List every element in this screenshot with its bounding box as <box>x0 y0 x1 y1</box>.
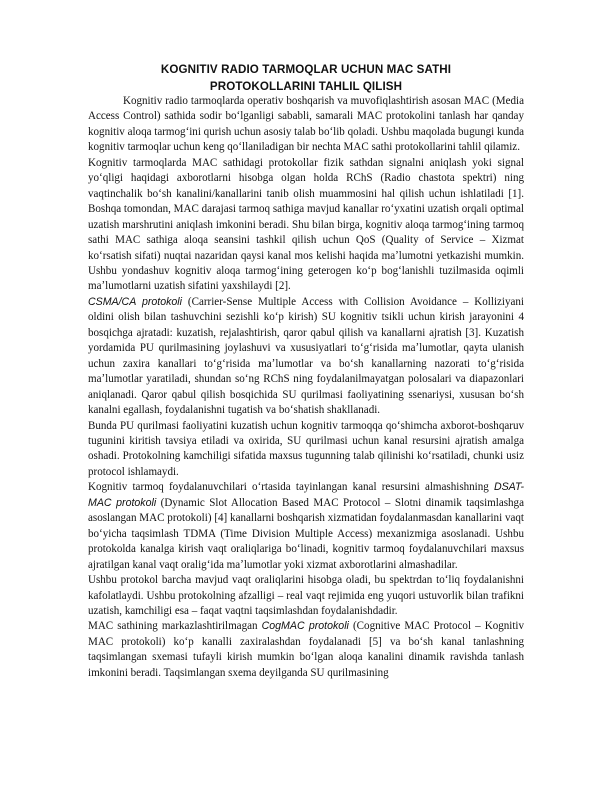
keyword-cogmac: CogMAC protokoli <box>261 620 349 633</box>
title-line-2: PROTOKOLLARINI TAHLIL QILISH <box>209 80 403 93</box>
paragraph-dsat-mac-lead: Kognitiv tarmoq foydalanuvchilari oʻrtasida tayinlangan kanal resursini almashishning <box>88 481 494 494</box>
paragraph-csma-ca <box>88 295 524 419</box>
paragraph-cogmac <box>88 619 524 681</box>
paragraph-pu-monitoring: Bunda PU qurilmasi faoliyatini kuzatish uchun kognitiv tarmoqqa qoʻshimcha axborot-boshqaruv tugunini kiritish tavsiya etiladi va oxirida, SU qurilmasi uchun kanal resursini ajratish amalga oshadi. Protokolning kamchiligi sifatida maxsus tugunning talab qilinishi koʻrsatiladi, chunki usiz protocol ishlamaydi. <box>88 419 524 478</box>
keyword-csma-ca: CSMA/CA protokoli <box>88 295 183 308</box>
title-line-1: KOGNITIV RADIO TARMOQLAR UCHUN MAC SATHI <box>160 63 452 76</box>
paragraph-cogmac-lead: MAC sathining markazlashtirilmagan <box>88 620 262 633</box>
paragraph-dsat-evaluation: Ushbu protokol barcha mavjud vaqt oraliqlarini hisobga oladi, bu spektrdan toʻliq foydalanishni kafolatlaydi. Ushbu protokolning afzalligi – real vaqt rejimida eng yuqori ustuvorlik bilan trafikni uzatish, kamchiligi esa – faqat vaqtni taqsimlashdan foydalanishdadir. <box>88 574 524 617</box>
paragraph-intro: Kognitiv radio tarmoqlarda operativ boshqarish va muvofiqlashtirish asosan MAC (Media Access Control) sathida sodir boʻlganligi sababli, samarali MAC protokolini tanlash har qanday kognitiv aloqa tarmogʻini qurish uchun asosiy talab boʻlib qoladi. Ushbu maqolada bugungi kunda kognitiv tarmoqlar uchun keng qoʻllaniladigan bir nechta MAC sathi protokollarini tahlil qilamiz. <box>88 95 524 154</box>
paragraph-cogmac-text: (Cognitive MAC Protocol – Kognitiv MAC protokoli) koʻp kanalli zaxiralashdan foydalanadi [5] va boʻsh kanal tanlashning taqsimlangan sxemasi tufayli kirish mumkin boʻlgan aloqa kanalini dinamik ravishda tanlash imkonini beradi. Taqsimlangan sxema deyilganda SU qurilmasining <box>88 620 524 679</box>
paragraph-dsat-mac <box>88 480 524 573</box>
paragraph-mac-layer: Kognitiv tarmoqlarda MAC sathidagi protokollar fizik sathdan signalni aniqlash yoki signal yoʻqligi haqidagi axborotlarni hisobga olgan holda RChS (Radio chastota spektri) ning vaqtinchalik boʻsh kanalini/kanallarini tanib olish muammosini hal qilish uchun ishlatiladi [1]. Boshqa tomondan, MAC darajasi tarmoq sathiga mavjud kanallar roʻyxatini uzatish orqali optimal uzatish marshrutini aniqlash imkonini beradi. Shu bilan birga, kognitiv aloqa tarmogʻining tarmoq sathi MAC sathiga aloqa seansini tashkil qilish uchun QoS (Quality of Service – Xizmat koʻrsatish sifati) nuqtai nazaridan qaysi kanal mos kelishi haqida maʼlumotni yetkazishi mumkin. Ushbu yondashuv kognitiv aloqa tarmogʻining geterogen koʻp bogʻlanishli tuzilmasida oqimli maʼlumotlarni uzatish sifatini yaxshilaydi [2]. <box>88 156 524 293</box>
paragraph-csma-ca-text: (Carrier-Sense Multiple Access with Collision Avoidance – Kolliziyani oldini olish bilan tashuvchini sezishli koʻp kirish) SU kognitiv tsikli uchun kirish jarayonini 4 bosqichga ajratadi: kuzatish, rejalashtirish, qaror qabul qilish va kanallarni ajratish [3]. Kuzatish yordamida PU qurilmasining joylashuvi va xususiyatlari toʻgʻrisida maʼlumotlar, qayta ulanish uchun zaxira kanallari toʻgʻrisida maʼlumotlar va boʻsh kanallarning nazorati toʻgʻrisida maʼlumotlar yaratiladi, shundan soʻng RChS ning foydalanilmayatgan polosalari va diapazonlari aniqlanadi. Qaror qabul qilish bosqichida SU qurilmasi faoliyatining ssenariysi, xususan boʻsh kanalni egallash, foydalanishni tugatish va boʻshatish shakllanadi. <box>88 295 525 417</box>
paragraph-dsat-mac-text: (Dynamic Slot Allocation Based MAC Protocol – Slotni dinamik taqsimlashga asoslangan MAC protokoli) [4] kanallarni boshqarish xizmatidan foydalanmasdan kanallarini vaqt boʻyicha taqsimlash TDMA (Time Division Multiple Access) mexanizmiga asoslanadi. Ushbu protokolda kanalga kirish vaqt oraliqlariga boʻlinadi, kognitiv tarmoq foydalanuvchilari maxsus ajratilgan kanal vaqt oraligʻida maʼlumotlar yoki xizmat axborotlarini almashadilar. <box>88 496 524 571</box>
keyword-dsat-mac: DSAT-MAC protokoli <box>88 481 524 509</box>
body-text <box>88 94 524 681</box>
paper-title <box>88 61 524 95</box>
